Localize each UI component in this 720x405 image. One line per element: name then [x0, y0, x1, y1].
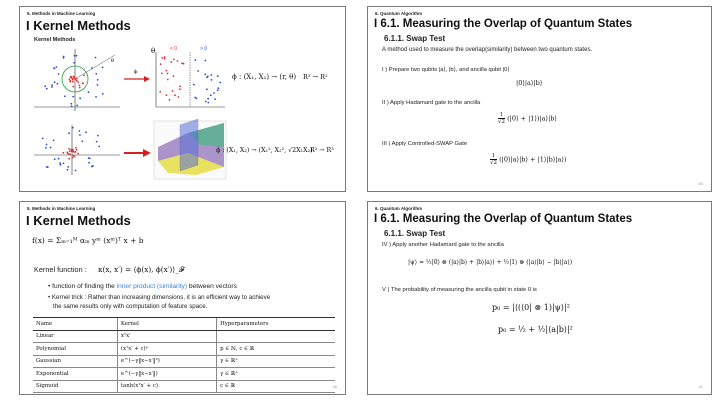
- scatter-point: [211, 79, 213, 81]
- equation-5: p₀ = |⟨(⟨0| ⊗ 1)|ψ⟩|²: [492, 303, 570, 312]
- scatter-point: [57, 83, 59, 85]
- bullet-kernel-trick-a: • Kernel trick : Rather than increasing dimensions, it is an efficient way to achieve: [48, 294, 271, 301]
- scatter-point: [63, 163, 65, 165]
- slide-title: I Kernel Methods: [26, 18, 131, 33]
- scatter-point: [79, 130, 81, 132]
- space-r2-r2: R² → R²: [303, 73, 328, 81]
- scatter-point: [69, 78, 71, 80]
- decision-function: f(x) = Σₘ₌₁ᴹ αₘ yᵐ (xᵐ)ᵀ x + b: [32, 236, 144, 245]
- scatter-point: [164, 58, 166, 60]
- scatter-point: [161, 57, 163, 59]
- step-4: IV ) Apply another Hadamard gate to the ancilla: [382, 242, 504, 248]
- scatter-point: [47, 166, 49, 168]
- svg-text:> 0: > 0: [200, 46, 208, 52]
- scatter-point: [62, 152, 64, 154]
- scatter-point: [72, 96, 74, 98]
- page-number: 40: [698, 181, 703, 186]
- scatter-point: [172, 90, 174, 92]
- scatter-point: [72, 150, 74, 152]
- section-label: 5. Methods in Machine Learning: [27, 11, 96, 16]
- scatter-point: [97, 84, 99, 86]
- scatter-point: [166, 70, 168, 72]
- slide-kernel-methods-figures[interactable]: [19, 6, 346, 192]
- step-1: I ) Prepare two qubits |a⟩, |b⟩, and ancilla qubit |0⟩: [382, 67, 510, 73]
- quadratic-scatter-plot: [34, 125, 120, 175]
- scatter-point: [88, 157, 90, 159]
- scatter-point: [204, 74, 206, 76]
- scatter-point: [194, 59, 196, 61]
- slide-title: I 6.1. Measuring the Overlap of Quantum States: [374, 213, 633, 225]
- scatter-point: [73, 62, 75, 64]
- table-row: Exponential e^(−γ‖x−x′‖) γ ∈ ℝ⁺: [33, 368, 335, 381]
- scatter-point: [59, 162, 61, 164]
- scatter-point: [167, 73, 169, 75]
- scatter-point: [46, 88, 48, 90]
- polar-mapping: ϕ : (X₁, X₂) → (r, θ): [232, 73, 297, 81]
- scatter-point: [71, 77, 73, 79]
- scatter-point: [74, 79, 76, 81]
- scatter-point: [179, 86, 181, 88]
- scatter-point: [177, 60, 179, 62]
- scatter-point: [67, 169, 69, 171]
- kernel-figures: [20, 7, 346, 192]
- scatter-point: [74, 156, 76, 158]
- scatter-point: [58, 158, 60, 160]
- scatter-point: [72, 86, 74, 88]
- header-hyperparameters: Hyperparameters: [217, 318, 335, 331]
- svg-text:θ: θ: [151, 47, 156, 55]
- slide-swap-test-1[interactable]: [367, 6, 712, 192]
- equation-6: p₀ = ½ + ½|⟨a|b⟩|²: [498, 325, 573, 334]
- header-name: Name: [33, 318, 117, 331]
- scatter-point: [210, 94, 212, 96]
- scatter-point: [213, 92, 215, 94]
- table-row: Sigmoid tanh(xᵀx′ + c) c ∈ ℝ: [33, 380, 335, 393]
- scatter-point: [169, 99, 171, 101]
- scatter-point: [74, 55, 76, 57]
- scatter-point: [166, 94, 168, 96]
- svg-text:ϕ: ϕ: [134, 69, 138, 75]
- polar-transformed-plot: [151, 46, 225, 107]
- scatter-point: [179, 88, 181, 90]
- subheading: 6.1.1. Swap Test: [384, 229, 446, 238]
- scatter-point: [72, 127, 74, 129]
- scatter-point: [75, 151, 77, 153]
- scatter-point: [70, 103, 72, 105]
- scatter-point: [58, 73, 60, 75]
- circular-scatter-plot: [34, 49, 120, 111]
- scatter-point: [91, 165, 93, 167]
- scatter-point: [164, 56, 166, 58]
- scatter-point: [55, 66, 57, 68]
- equation-2: $\frac{1}{√2}$ (|0⟩ + |1⟩)|a⟩|b⟩: [498, 112, 557, 125]
- scatter-point: [69, 153, 71, 155]
- equation-4: |ψ⟩ = ½|0⟩ ⊗ (|a⟩|b⟩ + |b⟩|a⟩) + ½|1⟩ ⊗ (|a⟩|b⟩ − |b⟩|a⟩): [408, 259, 573, 266]
- equation-1: |0⟩|a⟩|b⟩: [516, 79, 543, 87]
- scatter-point: [69, 81, 71, 83]
- scatter-point: [77, 81, 79, 83]
- svg-text:< 0: < 0: [170, 46, 178, 52]
- scatter-point: [98, 146, 100, 148]
- scatter-point: [170, 61, 172, 63]
- scatter-point: [76, 80, 78, 82]
- scatter-point: [53, 67, 55, 69]
- scatter-point: [159, 91, 161, 93]
- kernel-function-expr: κ(x, x′) = ⟨ϕ(x), ϕ(x′)⟩_𝓕: [98, 265, 185, 274]
- svg-text:θ: θ: [111, 58, 115, 64]
- scatter-point: [76, 55, 78, 57]
- scatter-point: [81, 140, 83, 142]
- scatter-point: [75, 170, 77, 172]
- scatter-point: [173, 75, 175, 77]
- scatter-point: [67, 166, 69, 168]
- scatter-point: [102, 93, 104, 95]
- scatter-point: [44, 85, 46, 87]
- scatter-point: [205, 101, 207, 103]
- scatter-point: [71, 105, 73, 107]
- section-label: 6. Quantum Algorithm: [375, 206, 423, 211]
- scatter-point: [206, 77, 208, 79]
- scatter-point: [85, 131, 87, 133]
- scatter-point: [167, 79, 169, 81]
- scatter-point: [50, 147, 52, 149]
- scatter-point: [88, 162, 90, 164]
- scatter-point: [210, 74, 212, 76]
- scatter-point: [97, 79, 99, 81]
- table-row: Polynomial (xᵀx′ + c)ᵖ p ∈ ℕ, c ∈ ℝ: [33, 343, 335, 356]
- scatter-point: [161, 73, 163, 75]
- scatter-point: [66, 152, 68, 154]
- equation-3: $\frac{1}{√2}$ (|0⟩|a⟩|b⟩ + |1⟩|b⟩|a⟩): [490, 153, 567, 166]
- subheading: 6.1.1. Swap Test: [384, 34, 446, 43]
- scatter-point: [72, 81, 74, 83]
- scatter-point: [64, 95, 66, 97]
- scatter-point: [181, 62, 183, 64]
- scatter-point: [54, 158, 56, 160]
- scatter-point: [219, 82, 221, 84]
- section-label: 5. Methods in Machine Learning: [27, 206, 96, 211]
- slide-title: I Kernel Methods: [26, 213, 131, 228]
- step-2: II ) Apply Hadamard gate to the ancilla: [382, 100, 481, 106]
- scatter-point: [174, 94, 176, 96]
- scatter-point: [96, 141, 98, 143]
- scatter-point: [76, 105, 78, 107]
- figure-subtitle: Kernel Methods: [34, 37, 76, 43]
- scatter-point: [88, 91, 90, 93]
- section-label: 6. Quantum Algorithm: [375, 11, 423, 16]
- scatter-point: [73, 76, 75, 78]
- scatter-point: [76, 78, 78, 80]
- scatter-point: [79, 87, 81, 89]
- scatter-point: [160, 63, 162, 65]
- header-kernel: Kernel: [117, 318, 216, 331]
- scatter-point: [42, 138, 44, 140]
- page-number: 41: [698, 384, 703, 389]
- scatter-point: [45, 147, 47, 149]
- space-r2-r3: R² → R³: [310, 147, 334, 154]
- slide-swap-test-2[interactable]: [367, 201, 712, 395]
- scatter-point: [51, 84, 53, 86]
- scatter-point: [207, 98, 209, 100]
- scatter-point: [72, 79, 74, 81]
- scatter-point: [95, 73, 97, 75]
- scatter-point: [95, 96, 97, 98]
- slide-kernel-functions[interactable]: [19, 201, 346, 395]
- scatter-point: [72, 157, 74, 159]
- step-5: V ) The probability of measuring the ancilla qubit in state 0 is: [382, 287, 537, 293]
- description: A method used to measure the overlap(similarity) between two quantum states.: [382, 47, 593, 53]
- scatter-point: [97, 135, 99, 137]
- scatter-point: [68, 132, 70, 134]
- scatter-point: [75, 147, 77, 149]
- scatter-point: [204, 60, 206, 62]
- scatter-point: [206, 88, 208, 90]
- table-header-row: [33, 318, 335, 331]
- scatter-point: [218, 87, 220, 89]
- bullet-kernel-trick-b: the same results only with computation of feature space.: [53, 303, 208, 310]
- scatter-point: [69, 150, 71, 152]
- scatter-point: [217, 89, 219, 91]
- kernel-function-label: Kernel function :: [34, 265, 87, 274]
- scatter-point: [53, 140, 55, 142]
- quadratic-mapping: ϕ : (X₁, X₂) → (X₁², X₂², √2X₁X₂): [216, 147, 313, 154]
- scatter-point: [207, 102, 209, 104]
- scatter-point: [77, 153, 79, 155]
- scatter-point: [196, 98, 198, 100]
- kernel-table: [33, 317, 335, 393]
- scatter-point: [51, 86, 53, 88]
- page-number: 36: [332, 384, 337, 389]
- scatter-point: [63, 56, 65, 58]
- bullet-inner-product: • function of finding the inner product (similarity) between vectors: [48, 283, 237, 290]
- table-row: Gaussian e^(−γ‖x−x′‖²) γ ∈ ℝ⁺: [33, 355, 335, 368]
- scatter-point: [173, 59, 175, 61]
- scatter-point: [102, 67, 104, 69]
- scatter-point: [178, 96, 180, 98]
- step-3: III ) Apply Controlled-SWAP Gate: [382, 141, 468, 147]
- scatter-point: [193, 84, 195, 86]
- slide-title: I 6.1. Measuring the Overlap of Quantum States: [374, 18, 633, 30]
- scatter-point: [79, 134, 81, 136]
- scatter-point: [79, 85, 81, 87]
- scatter-point: [91, 67, 93, 69]
- scatter-point: [217, 75, 219, 77]
- scatter-point: [60, 164, 62, 166]
- scatter-point: [68, 148, 70, 150]
- table-row: Linear xᵀx′: [33, 330, 335, 343]
- scatter-point: [82, 83, 84, 85]
- scatter-point: [83, 75, 85, 77]
- scatter-point: [79, 97, 81, 99]
- scatter-point: [95, 57, 97, 59]
- scatter-point: [54, 81, 56, 83]
- scatter-point: [76, 149, 78, 151]
- scatter-point: [46, 144, 48, 146]
- scatter-point: [214, 98, 216, 100]
- scatter-point: [197, 70, 199, 72]
- scatter-point: [68, 158, 70, 160]
